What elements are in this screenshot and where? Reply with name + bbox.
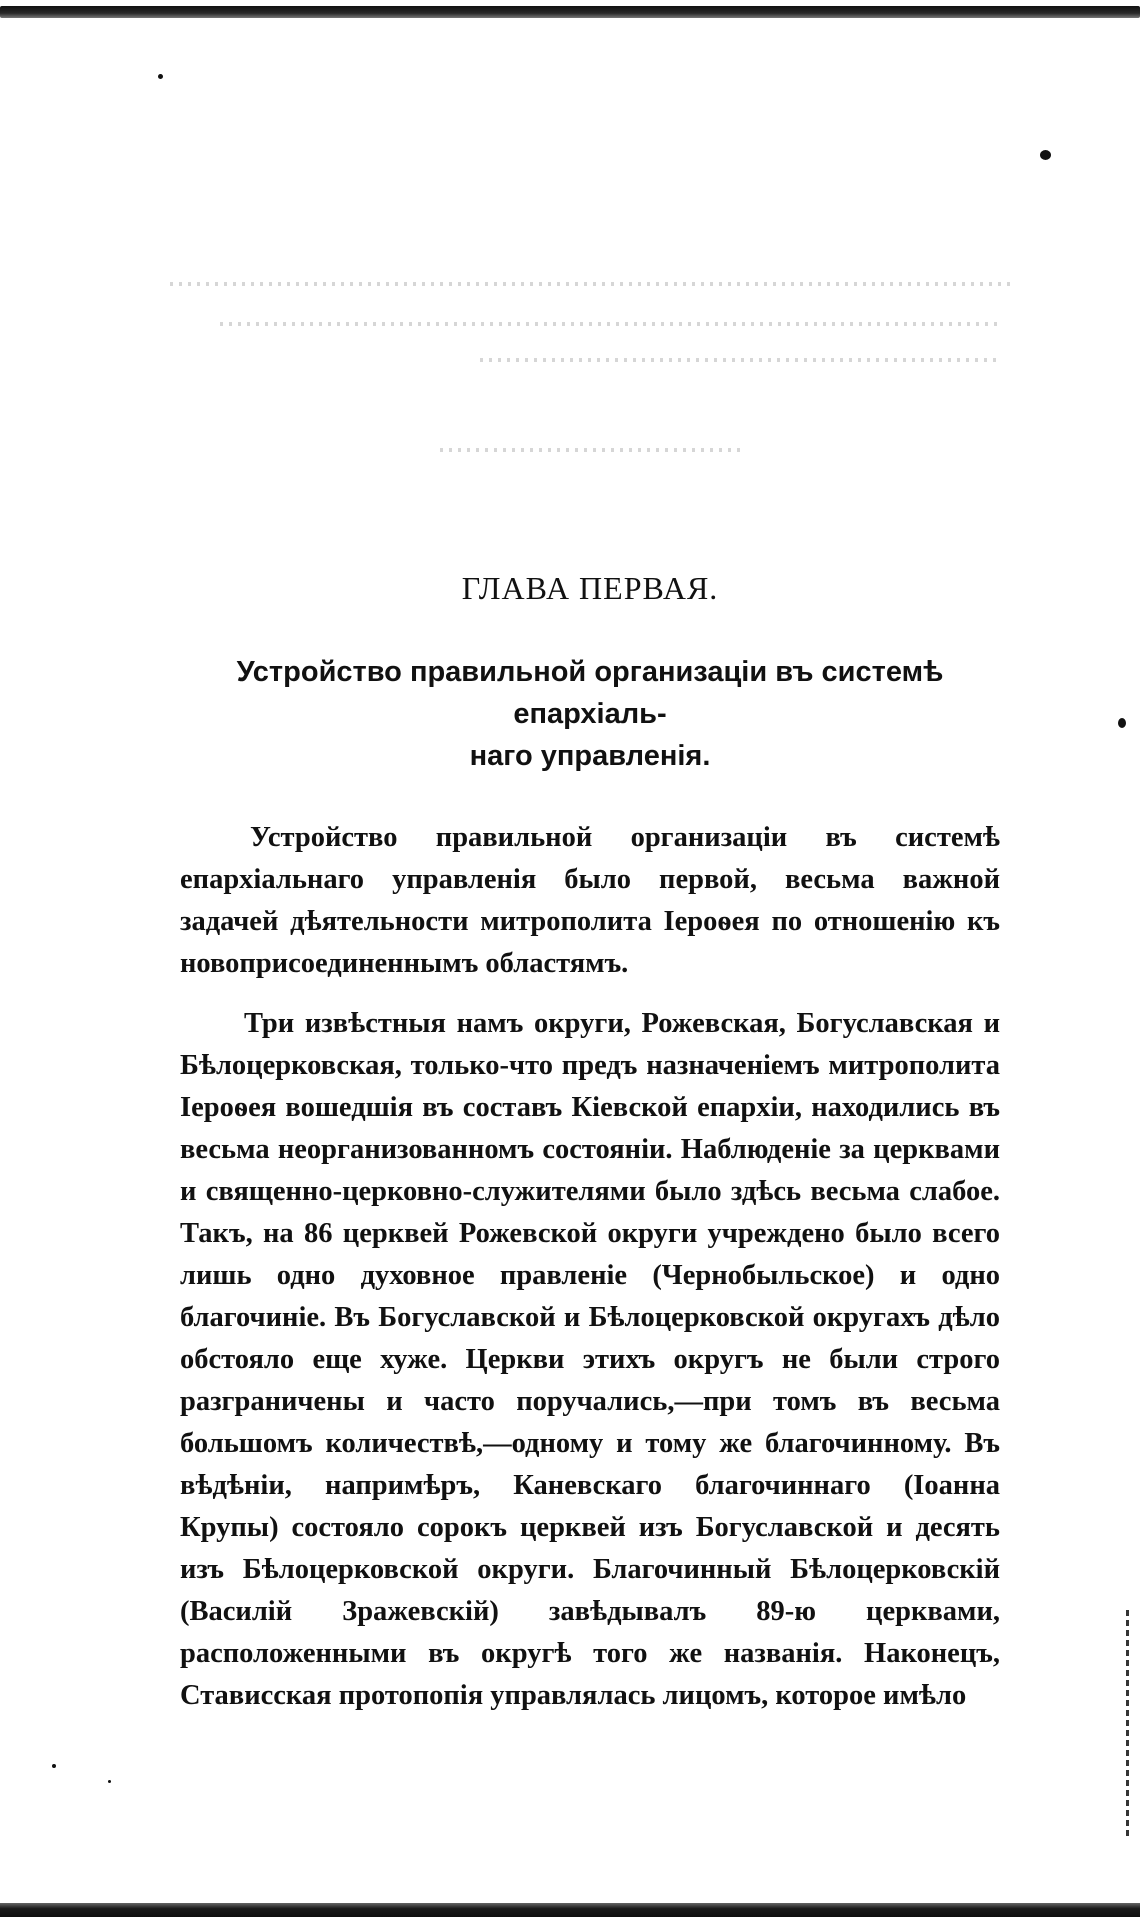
scan-speck (158, 74, 163, 79)
page-content (180, 570, 1000, 1735)
bleed-through-line (170, 282, 1010, 286)
bleed-through-line (440, 448, 740, 452)
chapter-subtitle (180, 651, 1000, 777)
chapter-title: ГЛАВА ПЕРВАЯ. (461, 570, 719, 606)
scan-top-edge (0, 6, 1140, 18)
scan-bottom-edge (0, 1903, 1140, 1917)
body-paragraph: Устройство правильной организаціи въ системѣ епархіальнаго управленія было первой, весьма важной задачей дѣятельности митрополита Іероѳея по отношенію къ новоприсоединеннымъ областямъ. (180, 822, 1000, 979)
scan-speck (1040, 150, 1051, 160)
scan-speck (108, 1780, 111, 1783)
chapter-subtitle-line: Устройство правильной организаціи въ системѣ епархіаль- (236, 656, 944, 730)
scan-speck (52, 1764, 56, 1768)
bleed-through-line (220, 322, 1000, 326)
bleed-through-line (480, 358, 1000, 362)
chapter-subtitle-line: наго управленія. (469, 740, 711, 772)
scan-speck (1118, 718, 1126, 728)
margin-bracket (1126, 1610, 1129, 1840)
body-paragraph: Три извѣстныя намъ округи, Рожевская, Богуславская и Бѣлоцерковская, только-что предъ назначеніемъ митрополита Іероѳея вошедшія въ составъ Кіевской епархіи, находились въ весьма неорганизованномъ состояніи. Наблюденіе за церквами и священно-церковно-служителями было здѣсь весьма слабое. Такъ, на 86 церквей Рожевской округи учреждено было всего лишь одно духовное правленіе (Чернобыльское) и одно благочиніе. Въ Богуславской и Бѣлоцерковской округахъ дѣло обстояло еще хуже. Церкви этихъ округъ не были строго разграничены и часто поручались,—при томъ въ весьма большомъ количествѣ,—одному и тому же благочинному. Въ вѣдѣніи, напримѣръ, Каневскаго благочиннаго (Іоанна Крупы) состояло сорокъ церквей изъ Богуславской и десять изъ Бѣлоцерковской округи. Благочинный Бѣлоцерковскій (Василій Зражевскій) завѣдывалъ 89-ю церквами, расположенными въ округѣ того же названія. Наконецъ, Стависская протопопія управлялась лицомъ, которое имѣло (180, 1008, 1000, 1711)
